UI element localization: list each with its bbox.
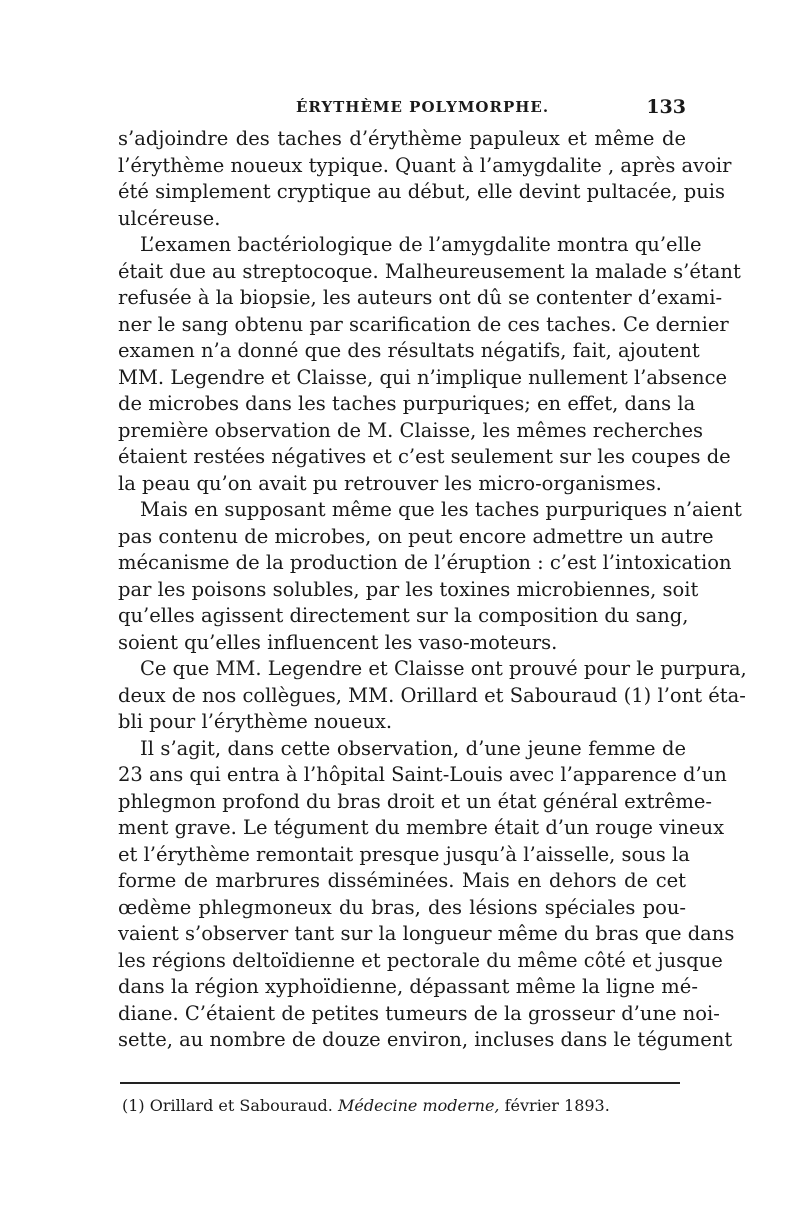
- text-line: dans la région xyphoïdienne, dépassant même la ligne mé-: [118, 975, 698, 998]
- text-line: phlegmon profond du bras droit et un état général extrême-: [118, 789, 713, 813]
- text-line: œdème phlegmoneux du bras, des lésions spéciales pou-: [118, 895, 686, 919]
- text-line: 23 ans qui entra à l’hôpital Saint-Louis avec l’apparence d’un: [118, 763, 727, 786]
- text-line: l’érythème noueux typique. Quant à l’amygdalite , après avoir: [118, 153, 732, 177]
- text-line: L’examen bactériologique de l’amygdalite montra qu’elle: [140, 233, 702, 256]
- page-number: 133: [646, 96, 686, 118]
- text-line: Ce que MM. Legendre et Claisse ont prouvé pour le purpura,: [140, 657, 747, 680]
- text-line: Il s’agit, dans cette observation, d’une jeune femme de: [140, 736, 686, 760]
- running-title: ÉRYTHÈME POLYMORPHE.: [296, 98, 550, 116]
- text-line: par les poisons solubles, par les toxines microbiennes, soit: [118, 577, 699, 601]
- body-text: [118, 126, 747, 1054]
- text-line: bli pour l’érythème noueux.: [118, 710, 393, 733]
- text-line: soient qu’elles influencent les vaso-moteurs.: [118, 630, 558, 654]
- text-line: diane. C’étaient de petites tumeurs de la grosseur d’une noi-: [118, 1001, 720, 1025]
- footnote-journal: Médecine moderne,: [337, 1096, 500, 1115]
- text-line: la peau qu’on avait pu retrouver les micro-organismes.: [118, 471, 662, 495]
- text-line: ner le sang obtenu par scarification de ces taches. Ce dernier: [118, 312, 729, 336]
- text-line: étaient restées négatives et c’est seulement sur les coupes de: [118, 445, 731, 468]
- text-line: forme de marbrures disséminées. Mais en dehors de cet: [118, 869, 686, 892]
- footnote-rule: [120, 1082, 680, 1084]
- text-line: et l’érythème remontait presque jusqu’à l’aisselle, sous la: [118, 842, 690, 866]
- text-line: vaient s’observer tant sur la longueur même du bras que dans: [118, 922, 735, 945]
- footnote-marker: (1): [122, 1096, 145, 1115]
- text-line: Mais en supposant même que les taches purpuriques n’aient: [140, 498, 742, 521]
- text-line: qu’elles agissent directement sur la composition du sang,: [118, 604, 689, 627]
- footnote-date: février 1893.: [504, 1096, 610, 1115]
- text-line: ment grave. Le tégument du membre était d’un rouge vineux: [118, 816, 725, 839]
- text-line: ulcéreuse.: [118, 206, 221, 230]
- text-line: refusée à la biopsie, les auteurs ont dû se contenter d’exami-: [118, 286, 723, 309]
- text-line: été simplement cryptique au début, elle devint pultacée, puis: [118, 180, 726, 203]
- text-line: était due au streptocoque. Malheureusement la malade s’étant: [118, 259, 741, 283]
- text-line: mécanisme de la production de l’éruption : c’est l’intoxication: [118, 551, 732, 574]
- text-line: deux de nos collègues, MM. Orillard et Sabouraud (1) l’ont éta-: [118, 683, 746, 707]
- footnote-authors: Orillard et Sabouraud.: [149, 1096, 333, 1115]
- text-line: examen n’a donné que des résultats négatifs, fait, ajoutent: [118, 339, 700, 362]
- text-line: pas contenu de microbes, on peut encore admettre un autre: [118, 524, 714, 548]
- text-line: les régions deltoïdienne et pectorale du même côté et jusque: [118, 948, 723, 972]
- text-line: première observation de M. Claisse, les mêmes recherches: [118, 418, 704, 442]
- footnote: [122, 1096, 610, 1115]
- text-line: de microbes dans les taches purpuriques; en effet, dans la: [118, 392, 696, 415]
- running-head: [118, 96, 686, 120]
- text-line: s’adjoindre des taches d’érythème papuleux et même de: [118, 127, 686, 150]
- text-line: sette, au nombre de douze environ, incluses dans le tégument: [118, 1028, 733, 1051]
- text-line: MM. Legendre et Claisse, qui n’implique nullement l’absence: [118, 365, 728, 389]
